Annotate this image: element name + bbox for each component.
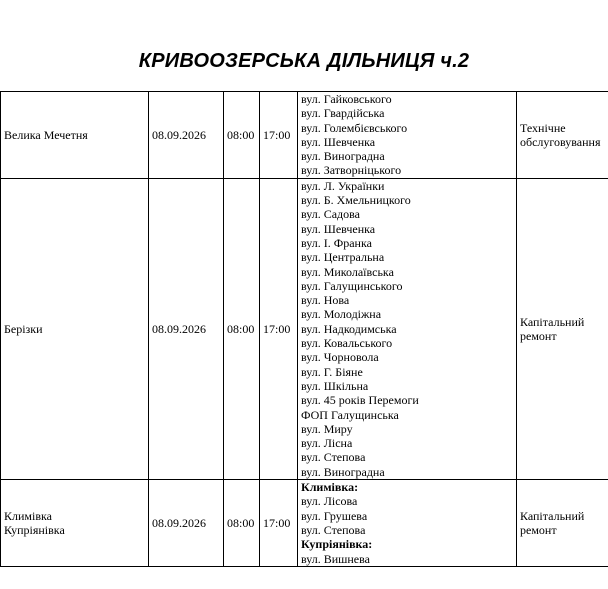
street-name: вул. Шевченка: [301, 134, 376, 149]
street-name: вул. Вишнева: [301, 551, 370, 566]
street-name: вул. Галущинського: [301, 278, 403, 293]
street-name: вул. Виноградна: [301, 149, 385, 164]
location-name: Климівка: [4, 508, 52, 523]
outage-schedule-table: [0, 91, 608, 567]
location-cell: [1, 480, 149, 567]
street-name: вул. Садова: [301, 207, 360, 222]
streets-cell: [298, 92, 517, 179]
street-name: вул. Гвардійська: [301, 106, 385, 121]
table-row: [1, 480, 608, 567]
location-cell: [1, 92, 149, 179]
street-name: вул. Гайковського: [301, 92, 392, 106]
start-time-cell: 08:00: [224, 178, 260, 479]
page-title: КРИВООЗЕРСЬКА ДІЛЬНИЦЯ ч.2: [138, 50, 470, 72]
work-type-cell: [517, 480, 608, 567]
date-cell: 08.09.2026: [149, 178, 224, 479]
street-name: вул. Степова: [301, 450, 366, 465]
street-name: вул. Ковальського: [301, 336, 393, 351]
work-type: обслуговування: [520, 134, 601, 149]
date-cell: 08.09.2026: [149, 92, 224, 179]
street-name: вул. Голембієвського: [301, 120, 408, 135]
work-type: Технічне: [520, 120, 566, 135]
start-time-cell: 08:00: [224, 480, 260, 567]
work-type: ремонт: [520, 328, 557, 343]
street-name: вул. Центральна: [301, 250, 385, 265]
street-name: вул. Л. Українки: [301, 178, 385, 193]
table-row: [1, 92, 608, 179]
end-time-cell: 17:00: [260, 92, 298, 179]
street-name: вул. Б. Хмельницкого: [301, 193, 411, 208]
street-name: вул. Затворніцького: [301, 163, 402, 178]
start-time-cell: 08:00: [224, 92, 260, 179]
work-type-cell: [517, 178, 608, 479]
work-type: ремонт: [520, 522, 557, 537]
street-name: вул. Виноградна: [301, 464, 385, 479]
work-type-cell: [517, 92, 608, 179]
street-name: вул. Шкільна: [301, 378, 369, 393]
location-cell: [1, 178, 149, 479]
table-row: [1, 178, 608, 479]
village-heading: Купріянівка:: [301, 537, 373, 552]
work-type: Капітальний: [520, 508, 585, 523]
street-name: вул. Лісова: [301, 494, 358, 509]
end-time-cell: 17:00: [260, 178, 298, 479]
street-name: вул. Надкодимська: [301, 321, 397, 336]
location-name: Велика Мечетня: [4, 127, 88, 142]
street-name: вул. Степова: [301, 522, 366, 537]
location-name: Берізки: [4, 321, 43, 336]
street-name: вул. І. Франка: [301, 235, 372, 250]
street-name: вул. Миколаївська: [301, 264, 394, 279]
street-name: вул. Шевченка: [301, 221, 376, 236]
street-name: вул. Г. Біяне: [301, 364, 363, 379]
work-type: Капітальний: [520, 314, 585, 329]
street-name: вул. Молодіжна: [301, 307, 382, 322]
date-cell: 08.09.2026: [149, 480, 224, 567]
streets-cell: [298, 480, 517, 567]
streets-cell: [298, 178, 517, 479]
street-name: ФОП Галущинська: [301, 407, 399, 422]
street-name: вул. Лісна: [301, 436, 353, 451]
location-name: Купріянівка: [4, 522, 65, 537]
village-heading: Климівка:: [301, 480, 359, 495]
street-name: вул. Грушева: [301, 508, 368, 523]
street-name: вул. 45 років Перемоги: [301, 393, 419, 408]
end-time-cell: 17:00: [260, 480, 298, 567]
street-name: вул. Чорновола: [301, 350, 379, 365]
street-name: вул. Миру: [301, 421, 353, 436]
street-name: вул. Нова: [301, 293, 350, 308]
